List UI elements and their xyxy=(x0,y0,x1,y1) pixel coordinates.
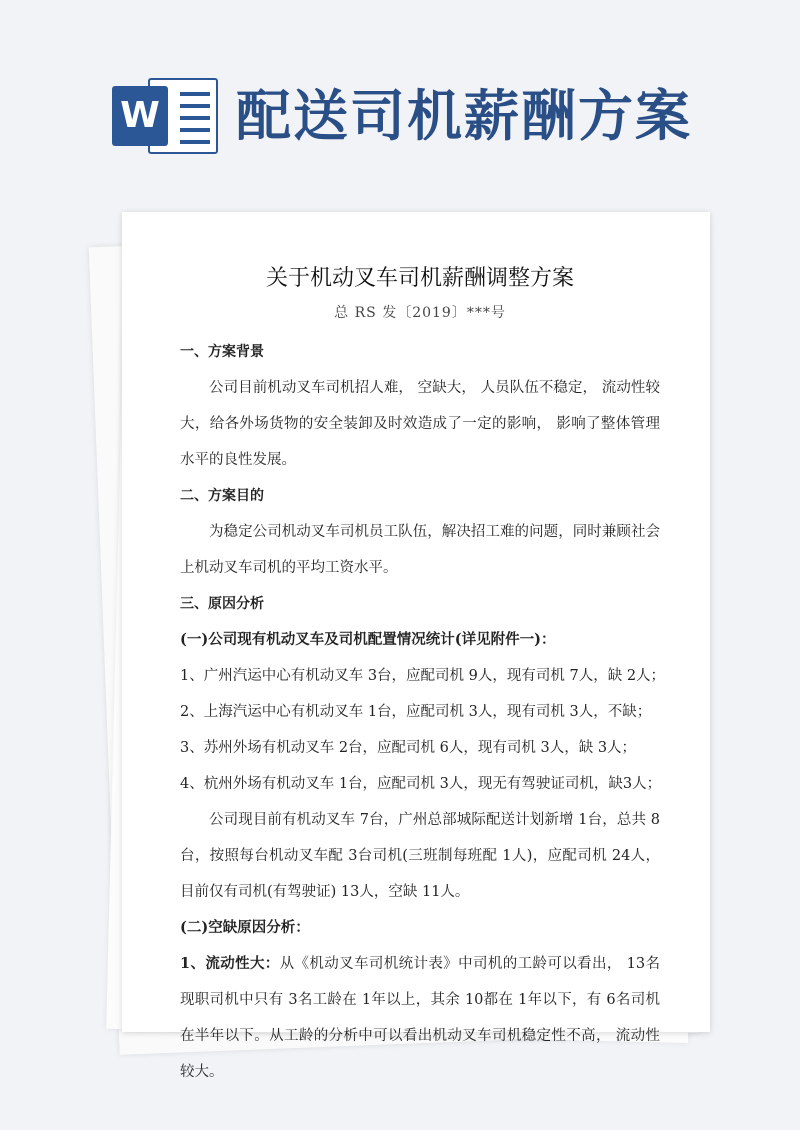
section-text-background: 公司目前机动叉车司机招人难， 空缺大， 人员队伍不稳定， 流动性较大，给各外场货物的安全装卸及时效造成了一定的影响， 影响了整体管理水平的良性发展。 xyxy=(180,380,660,468)
banner xyxy=(0,0,800,200)
banner-title: 配送司机薪酬方案 xyxy=(236,84,693,148)
section-heading-background: 一、方案背景 xyxy=(180,344,264,360)
section-heading-analysis: 三、原因分析 xyxy=(180,596,264,612)
document-number: 总 RS 发〔2019〕***号 xyxy=(334,305,506,321)
reason-text: 从《机动叉车司机统计表》中司机的工龄可以看出， 13名现职司机中只有 3名工龄在 1年以上，其余 10都在 1年以下，有 6名司机在半年以下。从工龄的分析中可以看出机动叉车司机稳定性不高， 流动性较大。 xyxy=(180,956,660,1080)
reason-label: 1、流动性大： xyxy=(180,955,280,972)
section-text-purpose: 为稳定公司机动叉车司机员工队伍，解决招工难的问题，同时兼顾社会上机动叉车司机的平均工资水平。 xyxy=(180,524,660,576)
document-page xyxy=(122,212,710,1080)
list-item: 3、苏州外场有机动叉车 2台，应配司机 6人，现有司机 3人，缺 3人； xyxy=(180,740,637,756)
section-heading-purpose: 二、方案目的 xyxy=(180,488,264,504)
word-badge: W xyxy=(112,86,168,146)
word-document-icon xyxy=(112,76,220,156)
summary-paragraph: 公司现目前有机动叉车 7台，广州总部城际配送计划新增 1台，总共 8台，按照每台机动叉车配 3台司机(三班制每班配 1人)，应配司机 24人，目前仅有司机(有驾驶证) 13人，空缺 11人。 xyxy=(180,812,660,900)
reason-paragraph xyxy=(180,946,660,1090)
subsection-heading-reasons: (二)空缺原因分析： xyxy=(180,919,310,936)
list-item: 1、广州汽运中心有机动叉车 3台，应配司机 9人，现有司机 7人，缺 2人； xyxy=(180,668,666,684)
list-item: 4、杭州外场有机动叉车 1台，应配司机 3人，现无有驾驶证司机，缺3人； xyxy=(180,776,662,792)
document-title: 关于机动叉车司机薪酬调整方案 xyxy=(265,266,574,291)
list-item: 2、上海汽运中心有机动叉车 1台，应配司机 3人，现有司机 3人，不缺； xyxy=(180,704,652,720)
subsection-heading-config: (一)公司现有机动叉车及司机配置情况统计(详见附件一)： xyxy=(180,631,556,648)
